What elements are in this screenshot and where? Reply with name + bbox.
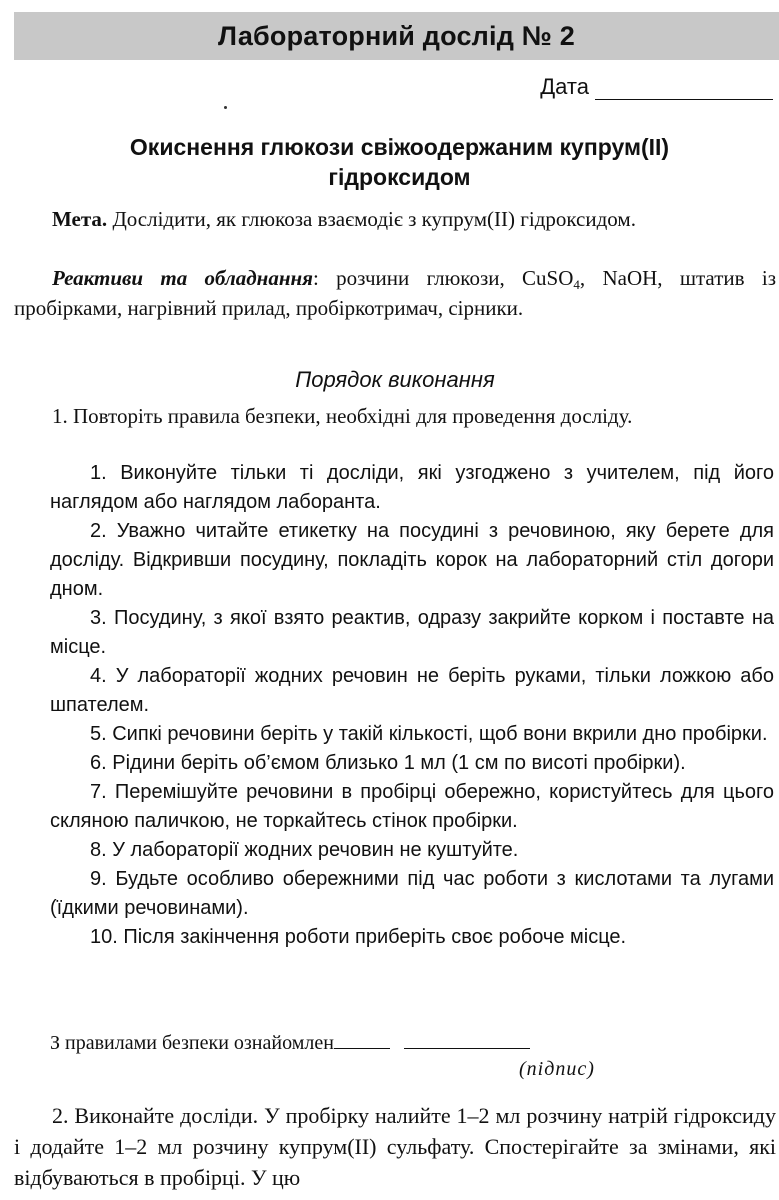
goal-paragraph: [14, 204, 776, 234]
rule-item: 5. Сипкі речовини беріть у такій кількості, щоб вони вкрили дно пробірки.: [90, 723, 768, 745]
goal-text: Дослідити, як глюкоза взаємодіє з купрум(ІІ) гідроксидом.: [107, 207, 636, 231]
print-speck: [224, 106, 227, 109]
rule-item: 4. У лабораторії жодних речовин не беріть руками, тільки ложкою або шпателем.: [50, 665, 774, 716]
step-2: 2. Виконайте досліди. У пробірку налийте 1–2 мл розчину натрій гідроксиду і додайте 1–2 мл розчину купрум(ІІ) сульфату. Спостерігайте за змінами, які відбуваються в пробірці. У цю: [14, 1103, 776, 1190]
reagents-text-b: , NaOH, штатив із пробірками, нагрівний прилад, пробіркотримач, сірники.: [14, 266, 776, 320]
experiment-subject: [20, 132, 779, 192]
subject-line-2: гідроксидом: [328, 164, 471, 190]
date-field: [540, 74, 773, 100]
reagents-label: Реактиви та обладнання: [52, 266, 313, 290]
page-title: Лабораторний дослід № 2: [218, 20, 575, 51]
date-label: Дата: [540, 74, 589, 99]
rule-item: 7. Перемішуйте речовини в пробірці обережно, користуйтесь для цього скляною паличкою, не торкайтесь стінок пробірки.: [50, 781, 774, 832]
step-1: 1. Повторіть правила безпеки, необхідні для проведення досліду.: [52, 404, 633, 428]
signature-label: (підпис): [519, 1058, 595, 1080]
acknowledgement-line: [50, 1028, 530, 1057]
rule-item: 1. Виконуйте тільки ті досліди, які узгоджено з учителем, під його наглядом або наглядом лаборанта.: [50, 462, 774, 513]
goal-label: Мета.: [52, 207, 108, 231]
reagents-subscript: 4: [573, 277, 580, 292]
ending-blank-line[interactable]: [334, 1028, 390, 1049]
rule-item: 6. Рідини беріть об’ємом близько 1 мл (1 см по висоті пробірки).: [90, 752, 686, 774]
rule-item: 9. Будьте особливо обережними під час роботи з кислотами та лугами (їдкими речовинами).: [50, 868, 774, 919]
rule-item: 2. Уважно читайте етикетку на посудині з речовиною, яку берете для досліду. Відкривши посудину, покладіть корок на лабораторний стіл догори дном.: [50, 520, 774, 600]
rule-item: 8. У лабораторії жодних речовин не куштуйте.: [90, 839, 519, 861]
acknowledgement-text: З правилами безпеки ознайомлен: [50, 1032, 334, 1054]
signature-blank-line[interactable]: [404, 1028, 530, 1049]
safety-rules-list: [50, 459, 774, 952]
reagents-colon: :: [312, 266, 319, 290]
rule-item: 3. Посудину, з якої взято реактив, одразу закрийте корком і поставте на місце.: [50, 607, 774, 658]
title-banner: [14, 12, 779, 60]
procedure-title: Порядок виконання: [295, 367, 495, 392]
reagents-text-a: розчини глюкози, CuSO: [318, 266, 574, 290]
date-blank-line[interactable]: [595, 79, 773, 100]
subject-line-1: Окиснення глюкози свіжоодержаним купрум(ІІ): [129, 134, 670, 160]
rule-item: 10. Після закінчення роботи приберіть своє робоче місце.: [90, 926, 627, 948]
reagents-paragraph: [14, 263, 776, 323]
